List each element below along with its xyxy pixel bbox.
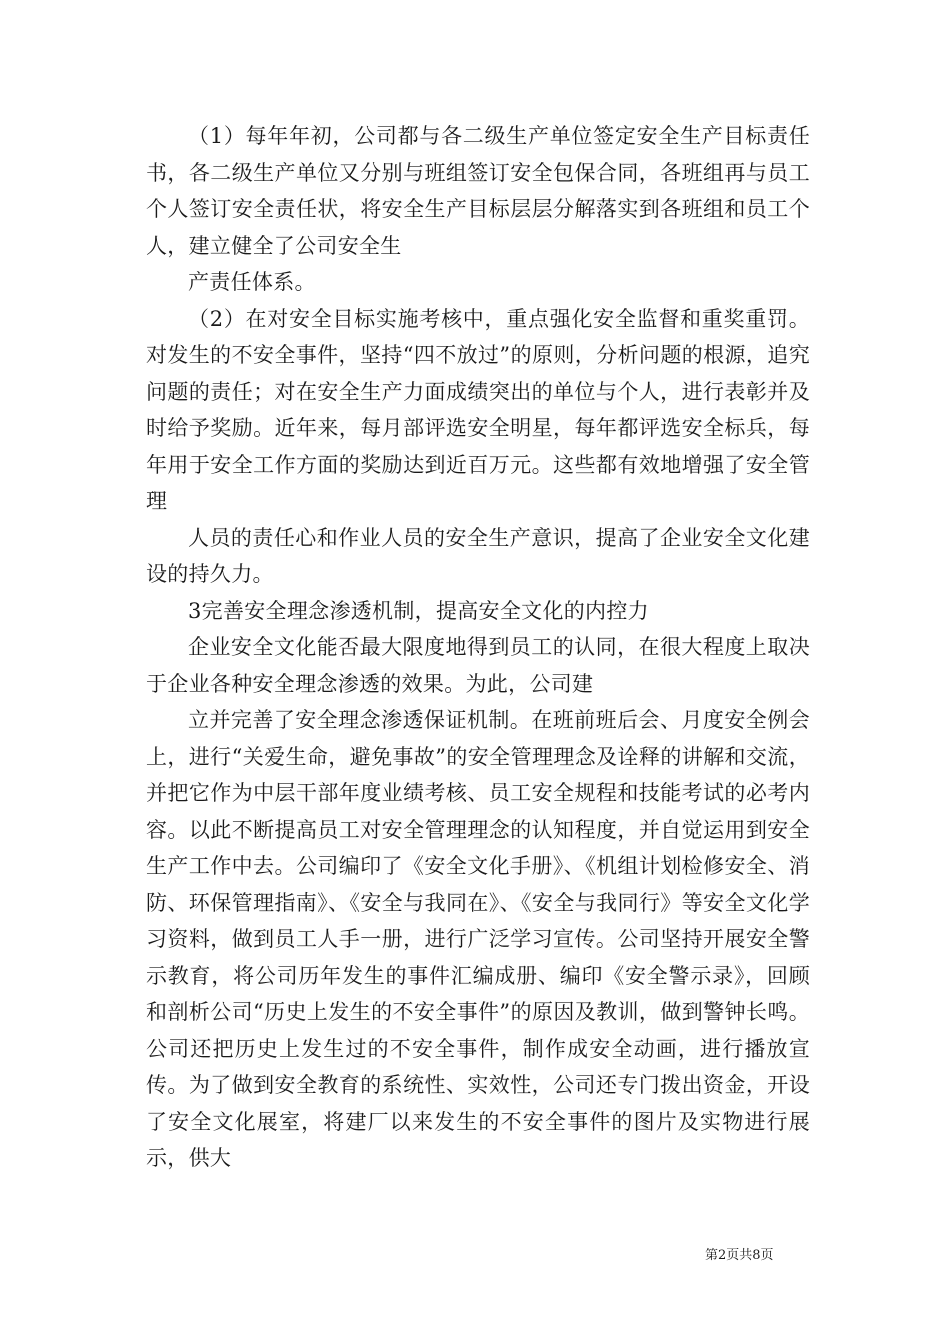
section-heading: 3完善安全理念渗透机制，提高安全文化的内控力 (188, 598, 649, 623)
paragraph-5: 企业安全文化能否最大限度地得到员工的认同，在很大程度上取决于企业各种安全理念渗透的效果。为此，公司建 (146, 635, 810, 696)
paragraph-6: 立并完善了安全理念渗透保证机制。在班前班后会、月度安全例会上，进行“关爱生命，避免事故”的安全管理理念及诠释的讲解和交流，并把它作为中层干部年度业绩考核、员工安全规程和技能考试的必考内容。以此不断提高员工对安全管理理念的认知程度，并自觉运用到安全生产工作中去。公司编印了《安全文化手册》、《机组计划检修安全、消防、环保管理指南》、《安全与我同在》、《安全与我同行》等安全文化学习资料，做到员工人手一册，进行广泛学习宣传。公司坚持开展安全警示教育，将公司历年发生的事件汇编成册、编印《安全警示录》，回顾和剖析公司“历史上发生的不安全事件”的原因及教训，做到警钟长鸣。公司还把历史上发生过的不安全事件，制作成安全动画，进行播放宣传。为了做到安全教育的系统性、实效性，公司还专门拨出资金，开设了安全文化展室，将建厂以来发生的不安全事件的图片及实物进行展示，供大 (146, 708, 810, 1170)
paragraph-4: 人员的责任心和作业人员的安全生产意识，提高了企业安全文化建设的持久力。 (146, 525, 810, 586)
paragraph-3: （2）在对安全目标实施考核中，重点强化安全监督和重奖重罚。对发生的不安全事件，坚持“四不放过”的原则，分析问题的根源，追究问题的责任；对在安全生产力面成绩突出的单位与个人，进行表彰并及时给予奖励。近年来，每月部评选安全明星，每年都评选安全标兵，每年用于安全工作方面的奖励达到近百万元。这些都有效地增强了安全管理 (146, 306, 810, 513)
paragraph-2: 产责任体系。 (188, 270, 316, 294)
paragraph-1: （1）每年年初，公司都与各二级生产单位签定安全生产目标责任书，各二级生产单位又分别与班组签订安全包保合同，各班组再与员工个人签订安全责任状，将安全生产目标层层分解落实到各班组和员工个人，建立健全了公司安全生 (146, 124, 810, 258)
page-number-footer: 第2页共8页 (705, 1248, 774, 1263)
document-body (146, 118, 810, 1177)
